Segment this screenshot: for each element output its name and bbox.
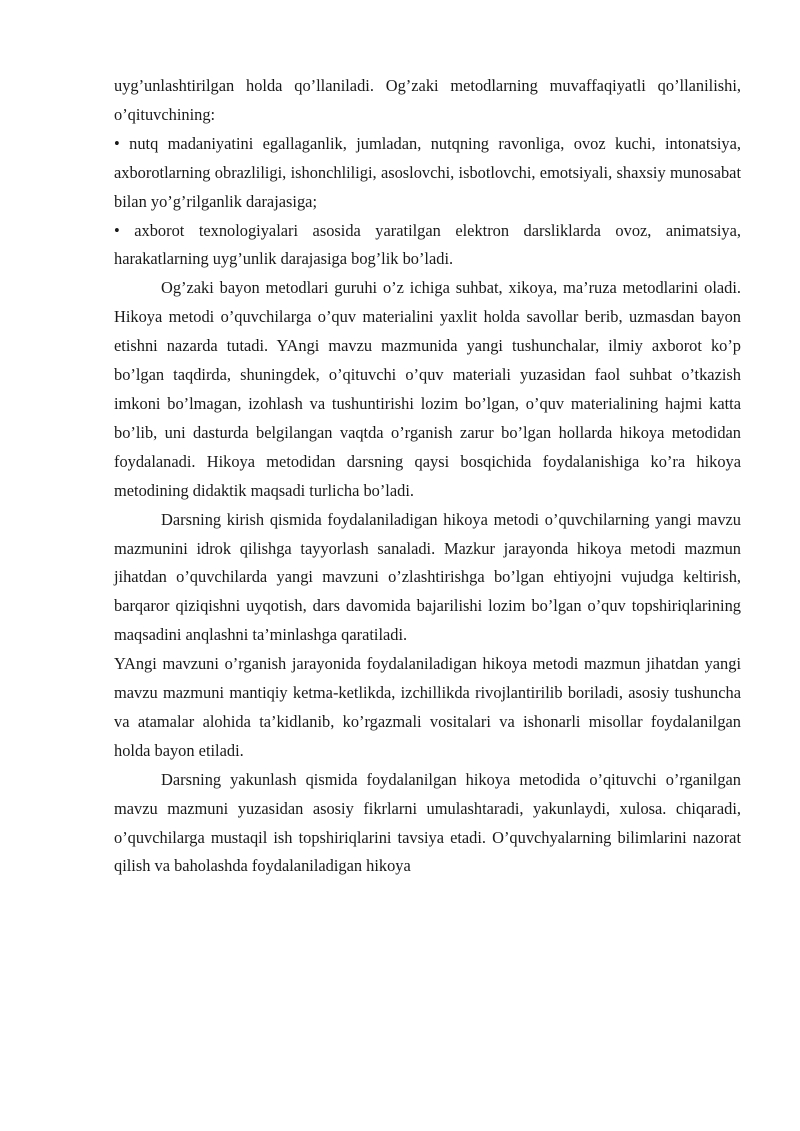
bullet-item-2: • axborot texnologiyalari asosida yaratilgan elektron darsliklarda ovoz, animatsiya, harakatlarning uyg’unlik darajasiga bog’lik bo’ladi. — [114, 220, 741, 269]
paragraph-1: uyg’unlashtirilgan holda qo’llaniladi. Og’zaki metodlarning muvaffaqiyatli qo’llanilishi, o’qituvchining: — [114, 76, 741, 124]
document-body — [114, 72, 741, 881]
paragraph-3: Darsning kirish qismida foydalaniladigan hikoya metodi o’quvchilarning yangi mavzu mazmunini idrok qilishga tayyorlash sanaladi. Mazkur jarayonda hikoya metodi mazmun jihatdan o’quvchilarda yangi mavzuni o’zlashtirishga bo’lgan ehtiyojni vujudga keltirish, barqaror qiziqishni uyqotish, dars davomida bajarilishi lozim bo’lgan o’quv topshiriqlarining maqsadini anqlashni ta’minlashga qaratiladi. — [114, 509, 741, 645]
paragraph-4: YAngi mavzuni o’rganish jarayonida foydalaniladigan hikoya metodi mazmun jihatdan yangi mavzu mazmuni mantiqiy ketma-ketlikda, izchillikda rivojlantirilib boriladi, asosiy tushuncha va atamalar alohida ta’kidlanib, ko’rgazmali vositalari va ishonarli misollar foydalanilgan holda bayon etiladi. — [114, 654, 741, 760]
paragraph-2: Og’zaki bayon metodlari guruhi o’z ichiga suhbat, xikoya, ma’ruza metodlarini oladi. Hikoya metodi o’quvchilarga o’quv materialini yaxlit holda savollar berib, uzmasdan bayon etishni nazarda tutadi. YAngi mavzu mazmunida yangi tushunchalar, ilmiy axborot ko’p bo’lgan taqdirda, shuningdek, o’qituvchi o’quv materiali yuzasidan faol suhbat o’tkazish imkoni bo’lmagan, izohlash va tushuntirishi lozim bo’lgan, o’quv materialining hajmi katta bo’lib, uni dasturda belgilangan vaqtda o’rganish zarur bo’lgan hollarda hikoya metodidan foydalanadi. Hikoya metodidan darsning qaysi bosqichida foydalanishiga ko’ra hikoya metodining didaktik maqsadi turlicha bo’ladi. — [114, 278, 741, 500]
bullet-item-1: • nutq madaniyatini egallaganlik, jumladan, nutqning ravonliga, ovoz kuchi, intonatsiya, axborotlarning obrazliligi, ishonchliligi, asoslovchi, isbotlovchi, emotsiyali, shaxsiy munosabat bilan yo’g’rilganlik darajasiga; — [114, 133, 741, 211]
paragraph-5: Darsning yakunlash qismida foydalanilgan hikoya metodida o’qituvchi o’rganilgan mavzu mazmuni yuzasidan asosiy fikrlarni umulashtaradi, yakunlaydi, xulosa. chiqaradi, o’quvchilarga mustaqil ish topshiriqlarini tavsiya etadi. O’quvchyalarning bilimlarini nazorat qilish va baholashda foydalaniladigan hikoya — [114, 769, 741, 876]
